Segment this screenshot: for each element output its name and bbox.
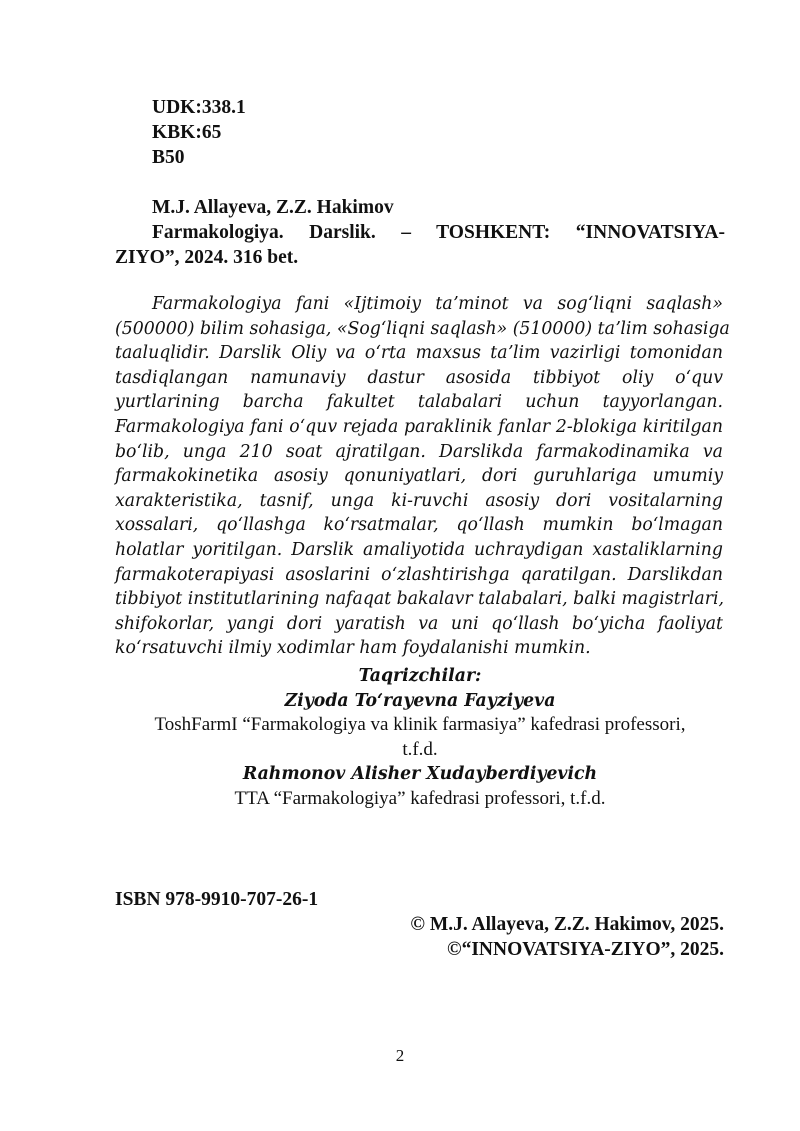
reviewer-2-affiliation: TTA “Farmakologiya” kafedrasi professori, t.f.d.	[234, 787, 606, 809]
reviewer-2-name: Rahmonov Alisher Xudayberdiyevich	[242, 764, 598, 784]
reviewers-heading: Taqrizchilar:	[358, 666, 482, 686]
kbk-code: KBK:65	[152, 122, 222, 143]
annotation-line: yurtlarining barcha fakultet talabalari uchun tayyorlangan.	[115, 392, 723, 413]
udk-code: UDK:338.1	[152, 97, 246, 118]
annotation-line: farmakokinetika asosiy qonuniyatlari, dori guruhlariga umumiy	[115, 466, 723, 487]
book-annotation	[115, 292, 730, 661]
classification-codes	[152, 95, 246, 170]
annotation-line: holatlar yoritilgan. Darslik amaliyotida uchraydigan xastaliklarning	[115, 539, 723, 560]
annotation-line: shifokorlar, yangi dori yaratish va uni qoʻllash boʻyicha faoliyat	[115, 613, 723, 634]
annotation-line: farmakoterapiyasi asoslarini oʻzlashtirishga qaratilgan. Darslikdan	[115, 564, 723, 585]
reviewer-1-degree: t.f.d.	[402, 738, 438, 760]
book-title-line-1: Farmakologiya. Darslik. – TOSHKENT: “INNOVATSIYA-	[152, 222, 725, 243]
annotation-line: tasdiqlangan namunaviy dastur asosida tibbiyot oliy oʻquv	[115, 367, 723, 388]
annotation-line: boʻlib, unga 210 soat ajratilgan. Darslikda farmakodinamika va	[115, 441, 723, 462]
bibliographic-record	[115, 195, 725, 270]
annotation-line: tibbiyot institutlarining nafaqat bakalavr talabalari, balki magistrlari,	[115, 589, 725, 610]
reviewers-section	[100, 664, 740, 811]
annotation-line: taaluqlidir. Darslik Oliy va oʻrta maxsus taʼlim vazirligi tomonidan	[115, 343, 723, 364]
isbn-number: ISBN 978-9910-707-26-1	[115, 889, 319, 910]
reviewer-1-affiliation: ToshFarmI “Farmakologiya va klinik farmasiya” kafedrasi professori,	[154, 714, 686, 735]
book-authors: M.J. Allayeva, Z.Z. Hakimov	[152, 197, 394, 218]
copyright-authors: © M.J. Allayeva, Z.Z. Hakimov, 2025.	[410, 914, 724, 935]
annotation-line: koʻrsatuvchi ilmiy xodimlar ham foydalanishi mumkin.	[115, 638, 591, 659]
annotation-line: Farmakologiya fani oʻquv rejada paraklinik fanlar 2-blokiga kiritilgan	[115, 416, 723, 437]
annotation-line: (500000) bilim sohasiga, «Sogʻliqni saqlash» (510000) taʼlim sohasiga	[115, 318, 730, 339]
author-sign-code: B50	[152, 147, 185, 168]
annotation-line: Farmakologiya fani «Ijtimoiy taʼminot va sogʻliqni saqlash»	[152, 294, 723, 314]
reviewer-1-name: Ziyoda Toʻrayevna Fayziyeva	[284, 690, 556, 711]
book-title-line-2: ZIYO”, 2024. 316 bet.	[115, 247, 299, 268]
annotation-line: xarakteristika, tasnif, unga ki-ruvchi asosiy dori vositalarning	[115, 490, 723, 511]
annotation-line: xossalari, qoʻllashga koʻrsatmalar, qoʻllash mumkin boʻlmagan	[115, 515, 723, 536]
page-number: 2	[395, 1046, 405, 1065]
copyright-block	[410, 912, 724, 962]
copyright-publisher: ©“INNOVATSIYA-ZIYO”, 2025.	[447, 939, 724, 960]
